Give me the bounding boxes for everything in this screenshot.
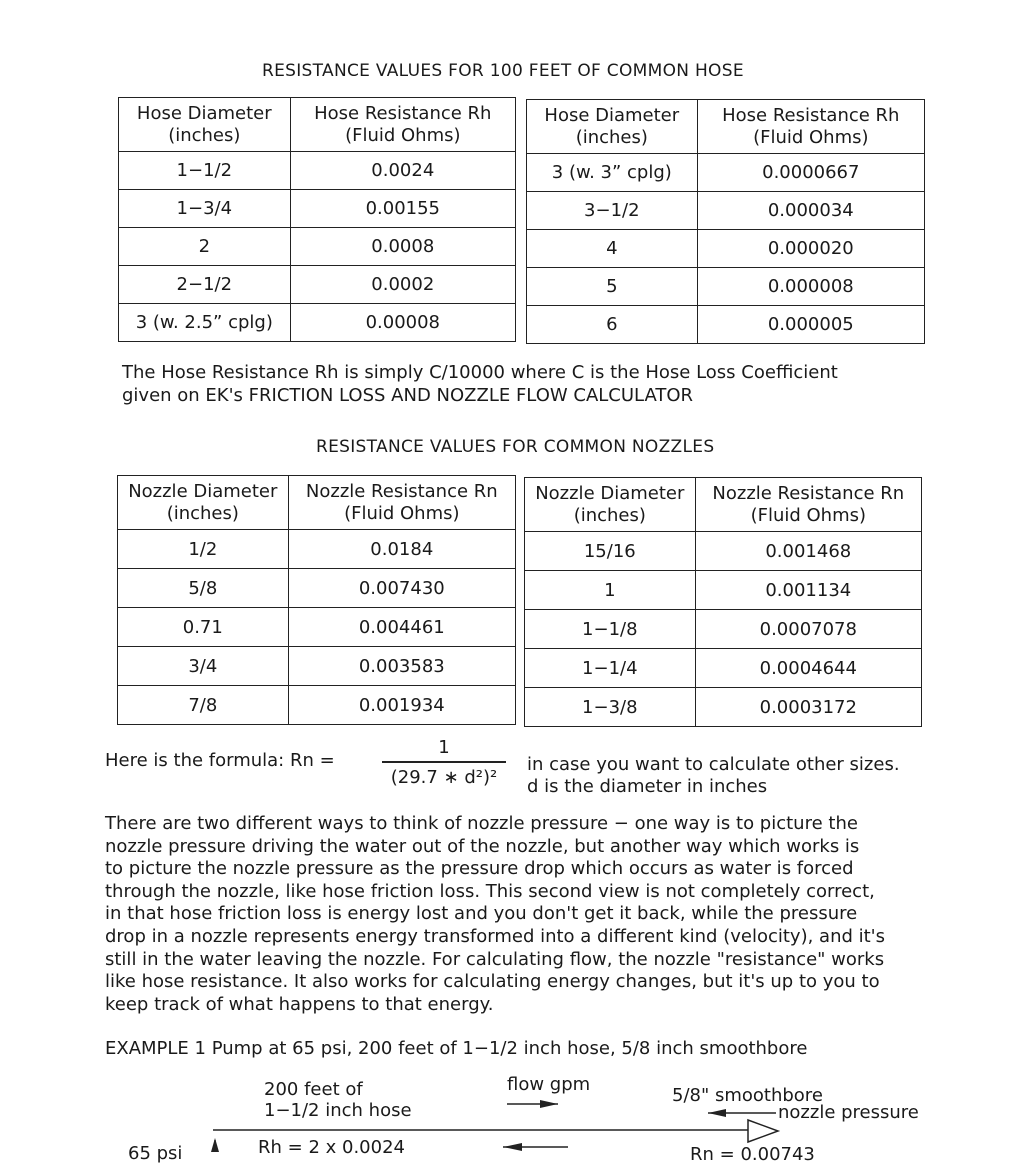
table-row: 15/16 0.001468 (525, 532, 922, 571)
nozzle-col-diameter-header: Nozzle Diameter (inches) (118, 476, 289, 530)
flow-arrow-right (507, 1100, 558, 1108)
paragraph-line: drop in a nozzle represents energy transformed into a different kind (velocity), and it's (105, 925, 886, 947)
table-row: 3 (w. 2.5” cplg) 0.00008 (119, 304, 516, 342)
hose-table-title: RESISTANCE VALUES FOR 100 FEET OF COMMON HOSE (262, 61, 744, 81)
return-arrow-left (503, 1143, 568, 1151)
paragraph-line: like hose resistance. It also works for calculating energy changes, but it's up to you to (105, 971, 880, 993)
hose-resistance-label: Rh = 2 x 0.0024 (258, 1137, 405, 1158)
pressure-label: nozzle pressure (778, 1102, 919, 1123)
hose-col-resistance-header: Hose Resistance Rh (Fluid Ohms) (697, 100, 924, 154)
hose-label-line2: 1−1/2 inch hose (264, 1100, 412, 1121)
hose-col-diameter-header: Hose Diameter (inches) (119, 98, 291, 152)
nozzle-col-resistance-header: Nozzle Resistance Rn (Fluid Ohms) (288, 476, 515, 530)
example-heading: EXAMPLE 1 Pump at 65 psi, 200 feet of 1−1/2 inch hose, 5/8 inch smoothbore (105, 1038, 808, 1059)
table-row: 5 0.000008 (527, 268, 925, 306)
table-row: 3 (w. 3” cplg) 0.0000667 (527, 154, 925, 192)
paragraph-line: There are two different ways to think of nozzle pressure − one way is to picture the (105, 813, 858, 834)
nozzle-icon (748, 1120, 778, 1142)
formula-numerator: 1 (438, 737, 450, 758)
pump-pressure-label: 65 psi (128, 1143, 183, 1164)
table-row: 7/8 0.001934 (118, 686, 516, 725)
hose-note-line: The Hose Resistance Rh is simply C/10000 where C is the Hose Loss Coefficient (122, 362, 838, 383)
table-row: 3/4 0.003583 (118, 647, 516, 686)
paragraph-line: still in the water leaving the nozzle. For calculating flow, the nozzle "resistance" works (105, 948, 885, 970)
table-row: 1−1/2 0.0024 (119, 152, 516, 190)
formula-prefix: Here is the formula: Rn = (105, 750, 335, 771)
paragraph-line: nozzle pressure driving the water out of the nozzle, but another way which works is (105, 835, 860, 857)
nozzle-table-title: RESISTANCE VALUES FOR COMMON NOZZLES (316, 437, 715, 457)
pump-arrow-up (211, 1138, 219, 1152)
table-row: 4 0.000020 (527, 230, 925, 268)
formula-suffix-line1: in case you want to calculate other sizes. (527, 754, 900, 775)
hose-note-line: given on EK's FRICTION LOSS AND NOZZLE FLOW CALCULATOR (122, 384, 694, 406)
table-row: 1−3/4 0.00155 (119, 190, 516, 228)
hose-col-diameter-header: Hose Diameter (inches) (527, 100, 698, 154)
nozzle-label: 5/8" smoothbore (672, 1085, 823, 1106)
pressure-arrow-left (708, 1109, 776, 1117)
table-row: 2 0.0008 (119, 228, 516, 266)
table-row: 1−1/4 0.0004644 (525, 649, 922, 688)
table-row: 1 0.001134 (525, 571, 922, 610)
nozzle-col-resistance-header: Nozzle Resistance Rn (Fluid Ohms) (695, 478, 921, 532)
flow-label: flow gpm (507, 1074, 591, 1095)
paragraph-line: to picture the nozzle pressure as the pressure drop which occurs as water is forced (105, 858, 854, 880)
paragraph-line: through the nozzle, like hose friction loss. This second view is not completely correct, (105, 880, 875, 902)
formula-suffix-line2: d is the diameter in inches (527, 776, 768, 797)
hose-col-resistance-header: Hose Resistance Rh (Fluid Ohms) (290, 98, 515, 152)
hose-label-line1: 200 feet of (264, 1079, 363, 1100)
formula-denominator: (29.7 ∗ d²)² (390, 767, 498, 788)
table-row: 2−1/2 0.0002 (119, 266, 516, 304)
table-row: 1−3/8 0.0003172 (525, 688, 922, 727)
table-row: 6 0.000005 (527, 306, 925, 344)
table-row: 3−1/2 0.000034 (527, 192, 925, 230)
table-row: 0.71 0.004461 (118, 608, 516, 647)
paragraph-line: in that hose friction loss is energy lost and you don't get it back, while the pressure (105, 903, 858, 925)
table-row: 1/2 0.0184 (118, 530, 516, 569)
nozzle-resistance-label: Rn = 0.00743 (690, 1144, 815, 1165)
table-row: 5/8 0.007430 (118, 569, 516, 608)
nozzle-col-diameter-header: Nozzle Diameter (inches) (525, 478, 696, 532)
paragraph-line: keep track of what happens to that energy. (105, 993, 494, 1015)
table-row: 1−1/8 0.0007078 (525, 610, 922, 649)
